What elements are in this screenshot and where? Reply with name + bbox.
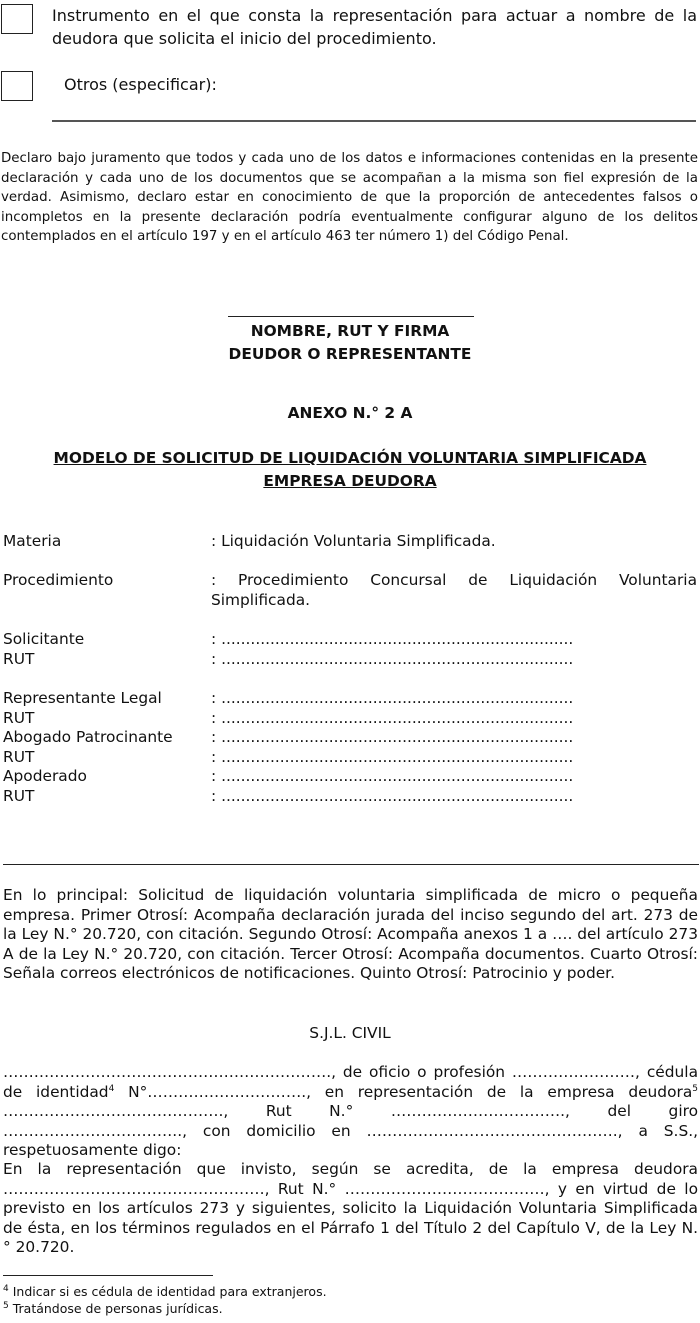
sworn-declaration: Declaro bajo juramento que todos y cada uno de los datos e informaciones contenidas en la presente declaración y cada uno de los documentos que se acompañan a la misma son fiel expresión de la verdad. Asimismo, declaro estar en conocimiento de que la proporción de antecedentes falsos o incompletos en la presente declaración podría eventualmente configurar alguno de los delitos contemplados en el artículo 197 y en el artículo 463 ter número 1) del Código Penal. bbox=[1, 151, 698, 244]
field-blank[interactable]: : ........................................................................ bbox=[211, 630, 574, 648]
materia-label: Materia bbox=[3, 532, 62, 550]
footnote-ref-5[interactable]: 5 bbox=[692, 1083, 698, 1094]
field-label: Apoderado bbox=[3, 767, 87, 785]
court-heading: S.J.L. CIVIL bbox=[309, 1024, 391, 1042]
field-row-rut-representante bbox=[3, 708, 693, 728]
representation-checkbox-label: Instrumento en el que consta la representación para actuar a nombre de la deudora que solicita el inicio del procedimiento. bbox=[52, 6, 697, 48]
applicant-paragraph-part-b: N°…………………………., en representación de la empresa deudora bbox=[114, 1082, 693, 1101]
field-label: Solicitante bbox=[3, 630, 85, 648]
field-label: Abogado Patrocinante bbox=[3, 728, 173, 746]
field-row-rut-abogado bbox=[3, 747, 693, 767]
field-label: RUT bbox=[3, 787, 35, 805]
signature-label-2: DEUDOR O REPRESENTANTE bbox=[228, 345, 472, 363]
others-checkbox-label: Otros (especificar): bbox=[64, 75, 217, 94]
footnote-text: Indicar si es cédula de identidad para extranjeros. bbox=[12, 1284, 327, 1299]
applicant-paragraph bbox=[3, 1063, 698, 1161]
others-specify-line[interactable] bbox=[52, 120, 696, 122]
field-blank[interactable]: : ........................................................................ bbox=[211, 767, 574, 785]
field-blank[interactable]: : ........................................................................ bbox=[211, 748, 574, 766]
signature-label-1: NOMBRE, RUT Y FIRMA bbox=[250, 322, 450, 340]
section-divider bbox=[3, 864, 699, 865]
field-row-rut-solicitante bbox=[3, 649, 693, 669]
field-blank[interactable]: : ........................................................................ bbox=[211, 689, 574, 707]
materia-value: : Liquidación Voluntaria Simplificada. bbox=[211, 532, 496, 550]
applicant-paragraph-part-a: ………………………………………………………., de oficio o profesión ……………………, cédula de identidad bbox=[3, 1063, 698, 1101]
field-row-apoderado bbox=[3, 766, 693, 786]
procedimiento-value-line1: : Procedimiento Concursal de Liquidación Voluntaria bbox=[211, 571, 697, 589]
petition-summary: En lo principal: Solicitud de liquidación voluntaria simplificada de micro o pequeña empresa. Primer Otrosí: Acompaña declaración jurada del inciso segundo del art. 273 de la Ley N.° 20.720, con citación. Segundo Otrosí: Acompaña anexos 1 a …. del artículo 273 A de la Ley N.° 20.720, con citación. Tercer Otrosí: Acompaña documentos. Cuarto Otrosí: Señala correos electrónicos de notificaciones. Quinto Otrosí: Patrocinio y poder. bbox=[3, 886, 698, 983]
field-row-solicitante bbox=[3, 629, 693, 649]
field-row-rut-apoderado bbox=[3, 786, 693, 806]
field-blank[interactable]: : ........................................................................ bbox=[211, 787, 574, 805]
others-checkbox[interactable] bbox=[1, 71, 33, 101]
field-label: Representante Legal bbox=[3, 689, 162, 707]
request-paragraph: En la representación que invisto, según se acredita, de la empresa deudora ……………………………………………, Rut N.° …………………………………, y en virtud de lo previsto en los artículos 273 y siguientes, solicito la Liquidación Voluntaria Simplificada de ésta, en los términos regulados en el Párrafo 1 del Título 2 del Capítulo V, de la Ley N.° 20.720. bbox=[3, 1160, 698, 1257]
annex-title: ANEXO N.° 2 A bbox=[287, 404, 413, 422]
field-label: RUT bbox=[3, 709, 35, 727]
footnote-4 bbox=[3, 1283, 327, 1300]
footnote-5 bbox=[3, 1300, 223, 1317]
field-label: RUT bbox=[3, 650, 35, 668]
field-blank[interactable]: : ........................................................................ bbox=[211, 650, 574, 668]
field-row-representante-legal bbox=[3, 688, 693, 708]
procedimiento-value-line2: Simplificada. bbox=[211, 591, 311, 609]
representation-checkbox[interactable] bbox=[1, 4, 33, 34]
applicant-paragraph-part-c: ……………………………………., Rut N.° ……………………………., del giro …………………………….., con domicilio en …………………………………………., a S.S., respetuosamente digo: bbox=[3, 1102, 698, 1160]
annex-subtitle-1: MODELO DE SOLICITUD DE LIQUIDACIÓN VOLUNTARIA SIMPLIFICADA bbox=[53, 449, 647, 467]
signature-line bbox=[228, 316, 474, 317]
procedimiento-label: Procedimiento bbox=[3, 571, 114, 589]
footnote-ref-4[interactable]: 4 bbox=[108, 1083, 115, 1094]
footnote-separator bbox=[3, 1275, 213, 1276]
footnote-text: Tratándose de personas jurídicas. bbox=[12, 1301, 223, 1316]
annex-subtitle-2: EMPRESA DEUDORA bbox=[263, 472, 437, 490]
field-row-abogado-patrocinante bbox=[3, 727, 693, 747]
field-label: RUT bbox=[3, 748, 35, 766]
footnote-number: 5 bbox=[3, 1300, 9, 1311]
field-blank[interactable]: : ........................................................................ bbox=[211, 728, 574, 746]
footnote-number: 4 bbox=[3, 1283, 9, 1294]
field-blank[interactable]: : ........................................................................ bbox=[211, 709, 574, 727]
